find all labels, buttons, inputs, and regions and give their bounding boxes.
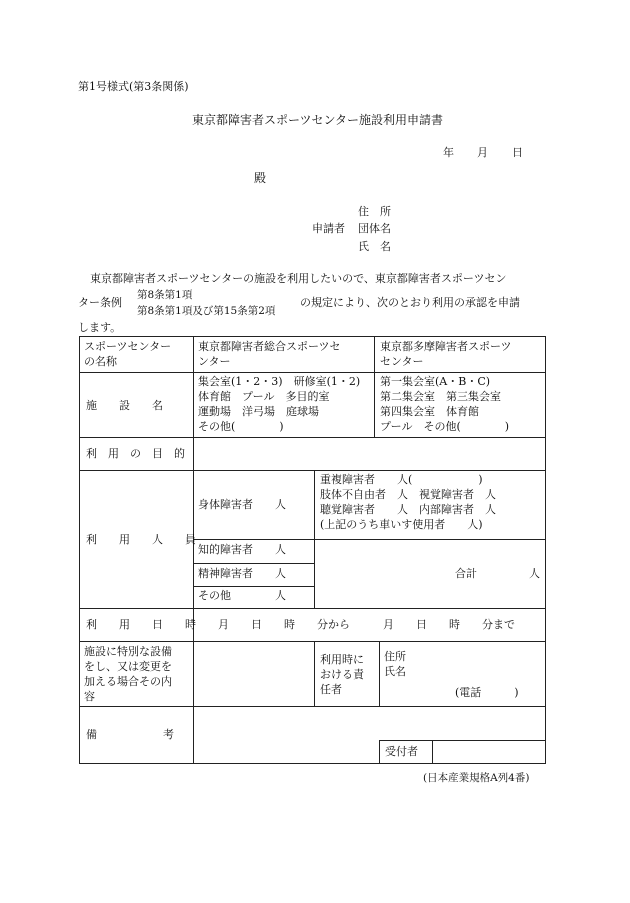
applicant-group-label: 団体名 xyxy=(358,222,391,235)
facility-a-item: その他( ) xyxy=(198,420,284,433)
applicant-address-label: 住 所 xyxy=(358,205,391,218)
facility-b-item: 第二集会室 第三集会室 xyxy=(380,390,501,403)
other-count: その他 人 xyxy=(198,589,286,602)
total-unit: 人 xyxy=(529,567,540,580)
date-year: 年 xyxy=(443,146,454,159)
mental-disability-count: 精神障害者 人 xyxy=(198,567,286,580)
users-label: 利 用 人 員 xyxy=(86,533,196,546)
facility-b-item: プール その他( ) xyxy=(380,420,510,433)
center-b-line-1: 東京都多摩障害者スポーツ xyxy=(380,340,512,353)
intro-line-3: します。 xyxy=(78,321,122,334)
applicant-name-label: 氏 名 xyxy=(358,240,391,253)
intro-clause-a: 第8条第1項 xyxy=(137,289,193,301)
center-b-line-2: センター xyxy=(380,355,424,368)
datetime-from: 月 日 時 分から xyxy=(218,618,350,631)
remarks-label: 備 考 xyxy=(86,728,174,741)
date-month: 月 xyxy=(477,146,488,159)
physical-disability-count: 身体障害者 人 xyxy=(198,498,286,511)
special-label-line: 施設に特別な設備 xyxy=(84,645,172,658)
disability-detail: 肢体不自由者 人 視覚障害者 人 xyxy=(320,488,496,501)
disability-detail: (上記のうち車いす使用者 人) xyxy=(320,518,483,531)
facility-b-item: 第四集会室 体育館 xyxy=(380,405,479,418)
responsible-label-line: 任者 xyxy=(320,683,342,696)
center-a-line-2: ンター xyxy=(198,355,231,368)
responsible-label-line: 利用時に xyxy=(320,653,364,666)
center-label-1: スポーツセンター xyxy=(84,340,172,353)
special-label-line: 容 xyxy=(84,690,95,703)
intro-clause-b: 第8条第1項及び第15条第2項 xyxy=(137,305,276,317)
disability-detail: 重複障害者 人( ) xyxy=(320,473,483,486)
responsible-name-label: 氏名 xyxy=(384,665,406,678)
responsible-phone-label: (電話 ) xyxy=(455,686,519,699)
page-title: 東京都障害者スポーツセンター施設利用申請書 xyxy=(192,113,444,127)
facility-b-item: 第一集会室(A・B・C) xyxy=(380,375,491,388)
special-label-line: をし、又は変更を xyxy=(84,660,172,673)
center-a-line-1: 東京都障害者総合スポーツセ xyxy=(198,340,341,353)
receiver-label: 受付者 xyxy=(385,745,418,758)
addressee-suffix: 殿 xyxy=(254,171,267,185)
datetime-label: 利 用 日 時 xyxy=(86,618,196,631)
facility-a-item: 体育館 プール 多目的室 xyxy=(198,390,330,403)
facility-a-item: 運動場 洋弓場 庭球場 xyxy=(198,405,319,418)
facility-a-item: 集会室(1・2・3) 研修室(1・2) xyxy=(198,375,361,388)
facility-label: 施 設 名 xyxy=(86,399,163,412)
responsible-address-label: 住所 xyxy=(384,650,406,663)
applicant-label: 申請者 xyxy=(312,222,345,235)
intro-line-2-suffix: の規定により、次のとおり利用の承認を申請 xyxy=(300,296,520,309)
date-day: 日 xyxy=(512,146,523,159)
special-label-line: 加える場合その内 xyxy=(84,675,172,688)
paper-size-note: (日本産業規格A列4番) xyxy=(423,772,530,784)
intro-line-1: 東京都障害者スポーツセンターの施設を利用したいので、東京都障害者スポーツセン xyxy=(90,272,507,285)
form-number: 第1号様式(第3条関係) xyxy=(78,80,189,93)
intro-line-2-prefix: ター条例 xyxy=(78,296,122,309)
disability-detail: 聴覚障害者 人 内部障害者 人 xyxy=(320,503,496,516)
intellectual-disability-count: 知的障害者 人 xyxy=(198,543,286,556)
responsible-label-line: おける責 xyxy=(320,668,364,681)
purpose-label: 利 用 の 目 的 xyxy=(86,447,185,460)
center-label-2: の名称 xyxy=(84,355,117,368)
datetime-to: 月 日 時 分まで xyxy=(383,618,515,631)
total-label: 合計 xyxy=(455,567,477,580)
